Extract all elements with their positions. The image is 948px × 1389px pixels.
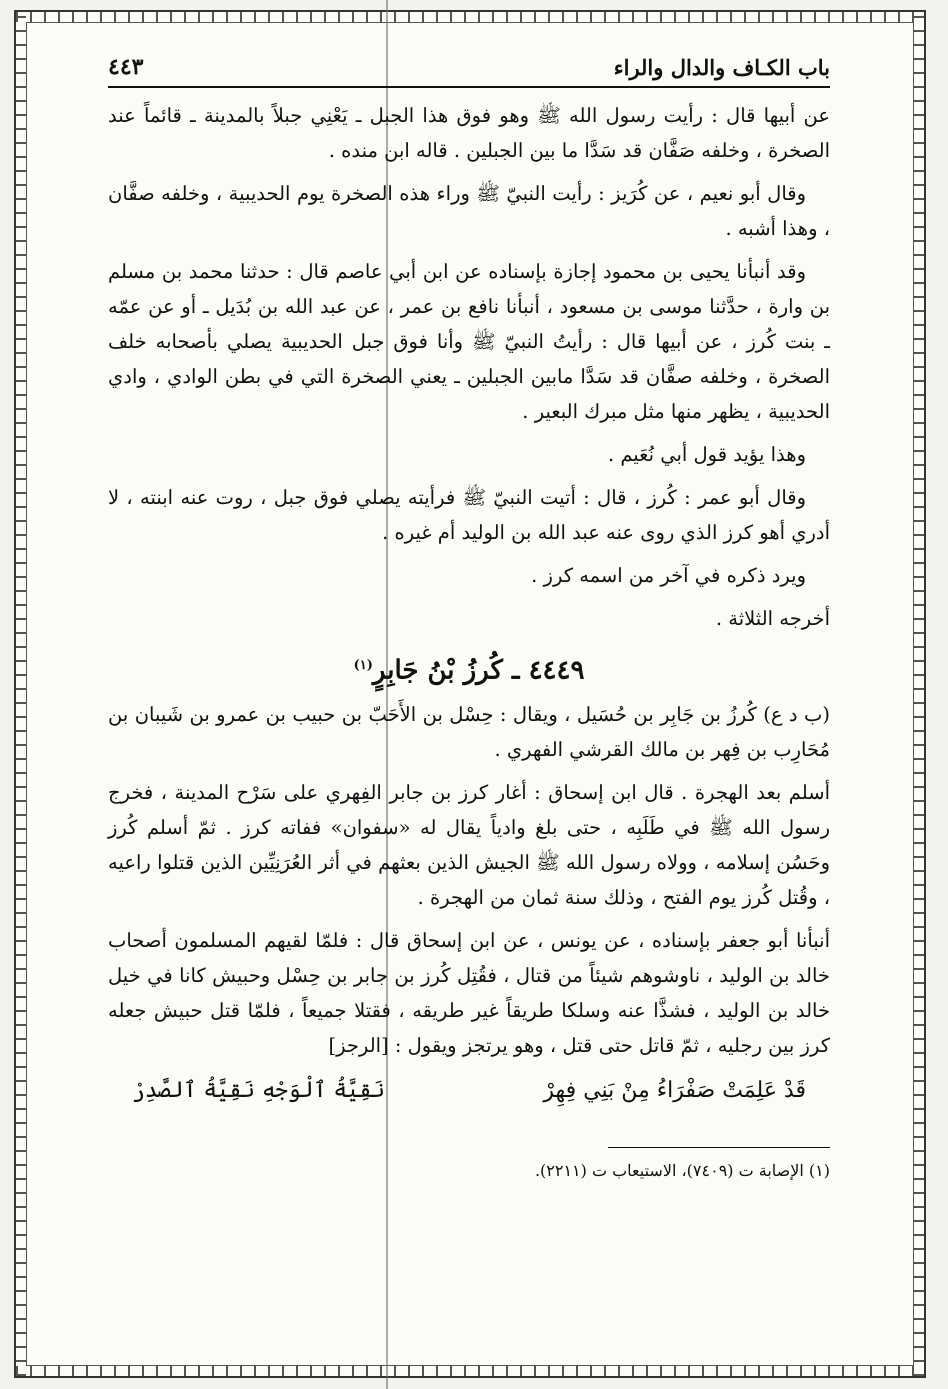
- verse-hemistich-first: قَدْ عَلِمَتْ صَفْرَاءُ مِنْ بَنِي فِهِرْ: [543, 1077, 806, 1103]
- paragraph: وقال أبو عمر : كُرز ، قال : أتيت النبيّ ﷺ فرأيته يصلي فوق جبل ، روت عنه ابنته ، لا أدري أهو كرز الذي روى عنه عبد الله بن الوليد أم غيره .: [108, 486, 830, 544]
- footnote: (١) الإصابة ت (٧٤٠٩)، الاستيعاب ت (٢٢١١).: [534, 1160, 830, 1180]
- paragraph: أسلم بعد الهجرة . قال ابن إسحاق : أغار كرز بن جابر الفِهري على سَرْح المدينة ، فخرج رسول الله ﷺ في طَلَبِه ، حتى بلغ وادياً يقال له «سفوان» ففاته كرز . ثمّ أسلم كُرز وحَسُن إسلامه ، وولاه رسول الله ﷺ الجيش الذين بعثهم في أثر العُرَنِيِّين الذين قتلوا راعيه ، وقُتل كُرز يوم الفتح ، وذلك سنة ثمان من الهجرة .: [108, 780, 830, 909]
- entry-heading: [108, 646, 830, 691]
- running-title: باب الكـاف والدال والراء: [613, 55, 830, 80]
- book-page: [108, 54, 830, 1184]
- paragraph: أنبأنا أبو جعفر بإسناده ، عن يونس ، عن ابن إسحاق قال : فلمّا لقيهم المسلمون أصحاب خالد بن الوليد ، ناوشوهم شيئاً من قتال ، فقُتِل كُرز بن جابر بن حِسْل وحبيش كانا في خيل خالد بن الوليد ، فشذَّا عنه وسلكا طريقاً غير طريقه ، فقتلا جميعاً ، فلمّا قتل حبيش جعله كرز بين رجليه ، ثمّ قاتل حتى قتل ، وهو يرتجز ويقول : [الرجز]: [108, 928, 830, 1057]
- paragraph: أخرجه الثلاثة .: [715, 607, 830, 630]
- paragraph: وقد أنبأنا يحيى بن محمود إجازة بإسناده عن ابن أبي عاصم قال : حدثنا محمد بن مسلم بن وارة ، حدَّثنا موسى بن مسعود ، أنبأنا نافع بن عمر ، عن عبد الله بن بُدَيل ـ أو عن عمّه ـ بنت كُرز ، عن أبيها قال : رأيتُ النبيّ ﷺ وأنا فوق جبل الحديبية يصلي بأصحابه خلف الصخرة ، وخلفه صفَّان قد سَدَّا مابين الجبلين ـ يعني الصخرة التي في بطن الوادي ، وادي الحديبية ، يظهر منها مثل مبرك البعير .: [108, 260, 830, 423]
- page-header: [108, 54, 830, 88]
- entry-title: ٤٤٤٩ ـ كُرزُ بْنُ جَابِرٍ: [372, 655, 585, 686]
- poetry-verse: [108, 1071, 830, 1111]
- paragraph: عن أبيها قال : رأيت رسول الله ﷺ وهو فوق هذا الجبل ـ يَعْنِي جبلاً بالمدينة ـ قائماً عند الصخرة ، وخلفه صَفَّان قد سَدَّا ما بين الجبلين . قاله ابن منده .: [108, 104, 830, 162]
- paragraph: ويرد ذكره في آخر من اسمه كرز .: [531, 564, 806, 587]
- verse-hemistich-second: نَقِيَّةُ ٱلْوَجْهِ نَقِيَّةُ ٱلصَّدِرْ: [132, 1077, 386, 1103]
- footnote-marker: (١): [353, 658, 373, 673]
- paragraph: وقال أبو نعيم ، عن كُرَيز : رأيت النبيّ ﷺ وراء هذه الصخرة يوم الحديبية ، وخلفه صفَّان ، وهذا أشبه .: [108, 182, 830, 240]
- paragraph: (ب د ع) كُرزُ بن جَابِر بن حُسَيل ، ويقال : حِسْل بن الأَحَبّ بن حبيب بن عمرو بن شَيبان بن مُحَارِب بن فِهر بن مالك القرشي الفهري .: [108, 702, 830, 761]
- footnote-divider: [608, 1147, 830, 1148]
- paragraph: وهذا يؤيد قول أبي نُعَيم .: [607, 443, 806, 466]
- page-number: ٤٤٣: [108, 54, 144, 80]
